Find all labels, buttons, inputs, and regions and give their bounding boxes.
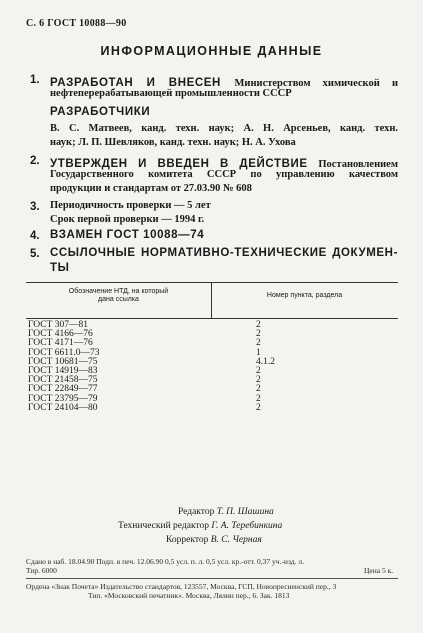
table-cell-document: ГОСТ 4166—76 xyxy=(28,329,93,340)
section-5-number: 5. xyxy=(30,248,40,260)
table-header-rule xyxy=(26,318,398,319)
section-2-line-3: продукции и стандартам от 27.03.90 № 608 xyxy=(50,183,252,194)
section-1-line-2: нефтеперерабатывающей промышленности СССР xyxy=(50,88,292,99)
table-cell-document: ГОСТ 10681—75 xyxy=(28,356,98,367)
imprint-line-1: Сдано в наб. 18.04.90 Подп. в печ. 12.06.90 0,5 усл. п. л. 0,5 усл. кр.-отт. 0,37 уч.-изд. л. xyxy=(26,557,304,566)
table-cell-clause: 2 xyxy=(256,375,261,386)
developers-line-1: В. С. Матвеев, канд. техн. наук; А. Н. Арсеньев, канд. техн. xyxy=(50,123,398,134)
table-header-col1-line2: дана ссылка xyxy=(98,296,139,303)
imprint-rule xyxy=(26,578,398,579)
table-cell-clause: 2 xyxy=(256,384,261,395)
editor-name: Т. П. Шашина xyxy=(216,507,274,517)
table-header-col1 xyxy=(26,288,211,304)
editor-line xyxy=(178,507,274,517)
section-4-text: ВЗАМЕН ГОСТ 10088—74 xyxy=(50,229,205,241)
imprint-line-3: Ордена «Знак Почета» Издательство стандартов, 123557, Москва, ГСП, Новопресненский пер., 3 xyxy=(26,582,337,591)
table-header-col1-line1: Обозначение НТД, на который xyxy=(68,288,169,295)
developers-line-2: наук; Л. П. Шевляков, канд. техн. наук; Н. А. Ухова xyxy=(50,137,296,148)
table-cell-document: ГОСТ 24104—80 xyxy=(28,402,98,413)
section-1-line-1-rest: Министерством химической и xyxy=(234,78,398,89)
corrector-line xyxy=(166,535,262,545)
table-cell-clause: 2 xyxy=(256,338,261,349)
editor-label: Редактор xyxy=(178,507,215,517)
page-header: С. 6 ГОСТ 10088—90 xyxy=(26,18,127,29)
section-4-number: 4. xyxy=(30,230,40,242)
imprint-line-4: Тип. «Московский печатник». Москва, Лялин пер., 6. Зак. 1813 xyxy=(88,591,290,600)
table-cell-clause: 2 xyxy=(256,402,261,413)
corrector-label: Корректор xyxy=(166,535,209,545)
section-5-line-1: ССЫЛОЧНЫЕ НОРМАТИВНО-ТЕХНИЧЕСКИЕ ДОКУМЕН- xyxy=(50,247,398,259)
table-cell-clause: 4.1.2 xyxy=(256,356,275,367)
table-cell-document: ГОСТ 307—81 xyxy=(28,320,88,330)
table-cell-clause: 2 xyxy=(256,393,261,404)
table-cell-document: ГОСТ 4171—76 xyxy=(28,338,93,349)
section-2-line-2: Государственного комитета СССР по управлению качеством xyxy=(50,169,398,180)
section-3-line-2: Срок первой проверки — 1994 г. xyxy=(50,214,205,225)
section-3-number: 3. xyxy=(30,201,40,213)
table-row xyxy=(28,404,398,413)
table-top-rule xyxy=(26,282,398,283)
table-cell-clause: 1 xyxy=(256,347,261,358)
table-column-divider xyxy=(211,282,212,318)
section-2-number: 2. xyxy=(30,155,40,167)
tech-editor-name: Г. А. Теребинкина xyxy=(211,521,283,531)
section-1-number: 1. xyxy=(30,74,40,86)
table-cell-clause: 2 xyxy=(256,320,261,330)
corrector-name: В. С. Черная xyxy=(210,535,262,545)
table-cell-document: ГОСТ 6611.0—73 xyxy=(28,347,100,358)
table-cell-clause: 2 xyxy=(256,329,261,340)
table-cell-document: ГОСТ 22849—77 xyxy=(28,384,98,395)
table-cell-document: ГОСТ 14919—83 xyxy=(28,365,98,376)
table-cell-clause: 2 xyxy=(256,365,261,376)
section-2-line-1-rest: Постановлением xyxy=(318,159,398,170)
section-2-heading: УТВЕРЖДЕН И ВВЕДЕН В ДЕЙСТВИЕ xyxy=(50,158,308,170)
table-header-col2: Номер пункта, раздела xyxy=(266,292,343,299)
table-body xyxy=(28,321,398,413)
page-title: ИНФОРМАЦИОННЫЕ ДАННЫЕ xyxy=(100,44,323,58)
section-3-line-1: Периодичность проверки — 5 лет xyxy=(50,200,211,211)
table-cell-document: ГОСТ 21458—75 xyxy=(28,375,98,386)
section-1-heading: РАЗРАБОТАН И ВНЕСЕН xyxy=(50,77,221,89)
table-cell-document: ГОСТ 23795—79 xyxy=(28,393,98,404)
developers-heading: РАЗРАБОТЧИКИ xyxy=(50,106,151,118)
tech-editor-line xyxy=(118,521,282,531)
table-rows xyxy=(28,321,398,413)
imprint-line-2-right: Цена 5 к. xyxy=(364,566,394,575)
tech-editor-label: Технический редактор xyxy=(118,521,209,531)
imprint-line-2-left: Тир. 6000 xyxy=(26,566,57,575)
section-5-line-2: ТЫ xyxy=(50,262,70,274)
